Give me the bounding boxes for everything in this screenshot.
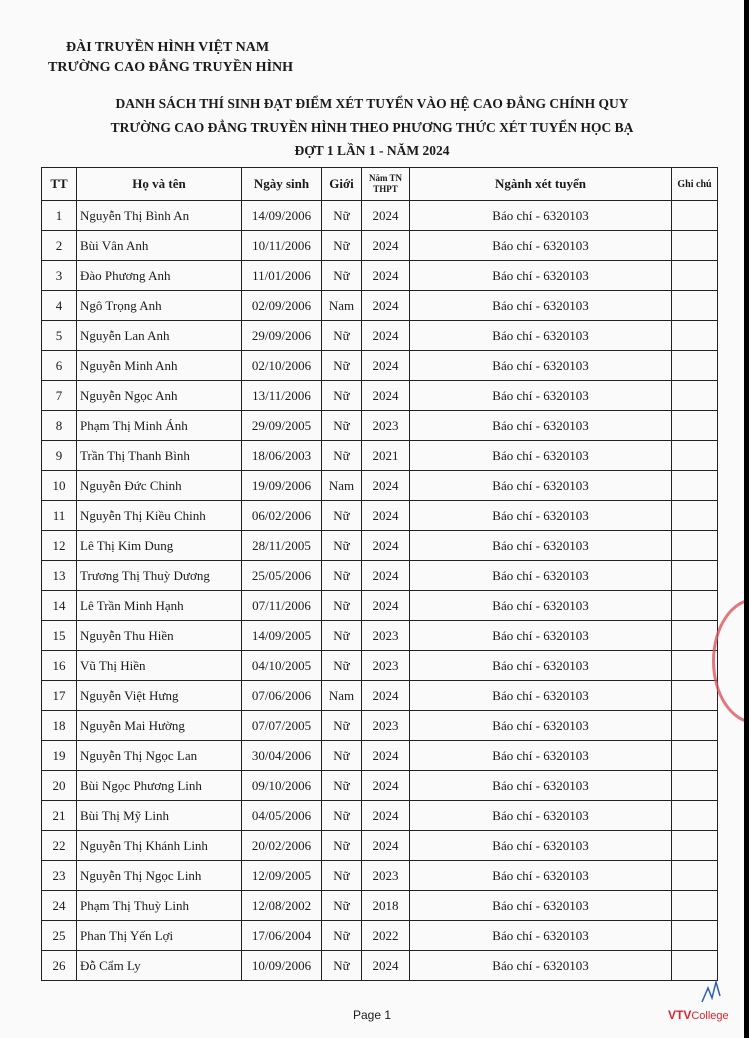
cell-year: 2024 <box>362 951 410 981</box>
cell-note <box>672 381 718 411</box>
cell-name: Ngô Trọng Anh <box>77 291 242 321</box>
cell-major: Báo chí - 6320103 <box>410 291 672 321</box>
table-row <box>42 861 718 891</box>
cell-tt: 18 <box>42 711 77 741</box>
organization-header <box>48 38 293 78</box>
cell-year: 2024 <box>362 321 410 351</box>
cell-note <box>672 291 718 321</box>
cell-tt: 3 <box>42 261 77 291</box>
table-row <box>42 681 718 711</box>
cell-major: Báo chí - 6320103 <box>410 561 672 591</box>
cell-dob: 09/10/2006 <box>242 771 322 801</box>
cell-note <box>672 471 718 501</box>
cell-major: Báo chí - 6320103 <box>410 891 672 921</box>
cell-tt: 17 <box>42 681 77 711</box>
cell-gender: Nữ <box>322 411 362 441</box>
table-row <box>42 891 718 921</box>
cell-name: Lê Trần Minh Hạnh <box>77 591 242 621</box>
cell-note <box>672 831 718 861</box>
table-row <box>42 471 718 501</box>
cell-name: Nguyễn Thị Kiều Chinh <box>77 501 242 531</box>
cell-note <box>672 531 718 561</box>
cell-tt: 5 <box>42 321 77 351</box>
cell-note <box>672 231 718 261</box>
cell-name: Nguyễn Việt Hưng <box>77 681 242 711</box>
cell-tt: 22 <box>42 831 77 861</box>
vtv-logo-mark-icon <box>700 978 722 1008</box>
cell-note <box>672 951 718 981</box>
cell-major: Báo chí - 6320103 <box>410 531 672 561</box>
cell-name: Trương Thị Thuỳ Dương <box>77 561 242 591</box>
logo-suffix: College <box>691 1010 729 1022</box>
title-line-1: DANH SÁCH THÍ SINH ĐẠT ĐIỂM XÉT TUYỂN VÀO HỆ CAO ĐẲNG CHÍNH QUY <box>115 96 629 111</box>
cell-note <box>672 261 718 291</box>
vtv-college-logo <box>668 1008 729 1022</box>
cell-name: Nguyễn Thị Bình An <box>77 201 242 231</box>
cell-name: Trần Thị Thanh Bình <box>77 441 242 471</box>
cell-tt: 23 <box>42 861 77 891</box>
table-row <box>42 411 718 441</box>
table-row <box>42 831 718 861</box>
cell-tt: 14 <box>42 591 77 621</box>
cell-dob: 02/09/2006 <box>242 291 322 321</box>
cell-gender: Nữ <box>322 561 362 591</box>
cell-year: 2024 <box>362 351 410 381</box>
cell-tt: 24 <box>42 891 77 921</box>
cell-tt: 19 <box>42 741 77 771</box>
cell-tt: 1 <box>42 201 77 231</box>
cell-major: Báo chí - 6320103 <box>410 351 672 381</box>
cell-note <box>672 591 718 621</box>
table-row <box>42 771 718 801</box>
table-row <box>42 921 718 951</box>
cell-major: Báo chí - 6320103 <box>410 501 672 531</box>
cell-year: 2024 <box>362 741 410 771</box>
cell-gender: Nữ <box>322 501 362 531</box>
table-row <box>42 321 718 351</box>
cell-gender: Nữ <box>322 711 362 741</box>
cell-dob: 17/06/2004 <box>242 921 322 951</box>
cell-gender: Nữ <box>322 741 362 771</box>
cell-major: Báo chí - 6320103 <box>410 201 672 231</box>
table-row <box>42 381 718 411</box>
cell-year: 2024 <box>362 201 410 231</box>
cell-note <box>672 891 718 921</box>
cell-note <box>672 651 718 681</box>
cell-name: Bùi Vân Anh <box>77 231 242 261</box>
table-row <box>42 651 718 681</box>
cell-name: Nguyễn Thu Hiền <box>77 621 242 651</box>
cell-gender: Nữ <box>322 831 362 861</box>
cell-year: 2024 <box>362 561 410 591</box>
cell-dob: 30/04/2006 <box>242 741 322 771</box>
table-row <box>42 531 718 561</box>
cell-gender: Nữ <box>322 321 362 351</box>
cell-tt: 16 <box>42 651 77 681</box>
table-row <box>42 621 718 651</box>
cell-gender: Nữ <box>322 381 362 411</box>
cell-gender: Nữ <box>322 651 362 681</box>
cell-tt: 6 <box>42 351 77 381</box>
cell-name: Bùi Thị Mỹ Linh <box>77 801 242 831</box>
cell-major: Báo chí - 6320103 <box>410 711 672 741</box>
cell-year: 2024 <box>362 501 410 531</box>
cell-dob: 06/02/2006 <box>242 501 322 531</box>
cell-dob: 13/11/2006 <box>242 381 322 411</box>
cell-major: Báo chí - 6320103 <box>410 651 672 681</box>
table-row <box>42 951 718 981</box>
cell-note <box>672 681 718 711</box>
title-line-2: TRƯỜNG CAO ĐẲNG TRUYỀN HÌNH THEO PHƯƠNG THỨC XÉT TUYỂN HỌC BẠ <box>110 119 634 135</box>
table-row <box>42 561 718 591</box>
cell-name: Nguyễn Thị Khánh Linh <box>77 831 242 861</box>
cell-note <box>672 711 718 741</box>
cell-dob: 29/09/2005 <box>242 411 322 441</box>
cell-year: 2024 <box>362 291 410 321</box>
table-header-row <box>42 168 718 201</box>
cell-note <box>672 411 718 441</box>
cell-tt: 20 <box>42 771 77 801</box>
cell-year: 2024 <box>362 261 410 291</box>
cell-tt: 26 <box>42 951 77 981</box>
cell-note <box>672 321 718 351</box>
col-header-dob: Ngày sinh <box>242 168 322 201</box>
cell-name: Nguyễn Mai Hường <box>77 711 242 741</box>
cell-year: 2024 <box>362 531 410 561</box>
cell-name: Lê Thị Kim Dung <box>77 531 242 561</box>
cell-major: Báo chí - 6320103 <box>410 741 672 771</box>
org-line-2: TRƯỜNG CAO ĐẲNG TRUYỀN HÌNH <box>48 60 294 75</box>
cell-year: 2024 <box>362 771 410 801</box>
cell-dob: 11/01/2006 <box>242 261 322 291</box>
cell-dob: 10/11/2006 <box>242 231 322 261</box>
candidate-table <box>41 167 718 981</box>
cell-gender: Nữ <box>322 921 362 951</box>
cell-major: Báo chí - 6320103 <box>410 861 672 891</box>
cell-year: 2024 <box>362 801 410 831</box>
cell-gender: Nam <box>322 291 362 321</box>
cell-gender: Nữ <box>322 261 362 291</box>
cell-gender: Nữ <box>322 591 362 621</box>
cell-gender: Nữ <box>322 351 362 381</box>
cell-tt: 4 <box>42 291 77 321</box>
cell-major: Báo chí - 6320103 <box>410 951 672 981</box>
cell-major: Báo chí - 6320103 <box>410 921 672 951</box>
cell-major: Báo chí - 6320103 <box>410 321 672 351</box>
cell-name: Đỗ Cẩm Ly <box>77 951 242 981</box>
cell-dob: 04/05/2006 <box>242 801 322 831</box>
cell-name: Phạm Thị Thuỳ Linh <box>77 891 242 921</box>
cell-gender: Nữ <box>322 201 362 231</box>
cell-gender: Nữ <box>322 531 362 561</box>
cell-name: Vũ Thị Hiền <box>77 651 242 681</box>
title-line-3: ĐỢT 1 LẦN 1 - NĂM 2024 <box>294 143 450 158</box>
cell-name: Đào Phương Anh <box>77 261 242 291</box>
cell-year: 2024 <box>362 381 410 411</box>
cell-name: Phạm Thị Minh Ánh <box>77 411 242 441</box>
table-row <box>42 291 718 321</box>
cell-major: Báo chí - 6320103 <box>410 261 672 291</box>
cell-tt: 11 <box>42 501 77 531</box>
cell-major: Báo chí - 6320103 <box>410 231 672 261</box>
cell-year: 2021 <box>362 441 410 471</box>
cell-year: 2018 <box>362 891 410 921</box>
cell-name: Nguyễn Đức Chinh <box>77 471 242 501</box>
cell-gender: Nam <box>322 681 362 711</box>
cell-note <box>672 621 718 651</box>
cell-major: Báo chí - 6320103 <box>410 411 672 441</box>
cell-gender: Nữ <box>322 951 362 981</box>
cell-name: Nguyễn Thị Ngọc Lan <box>77 741 242 771</box>
right-edge-bar <box>744 0 749 1038</box>
cell-tt: 7 <box>42 381 77 411</box>
cell-note <box>672 561 718 591</box>
cell-gender: Nữ <box>322 231 362 261</box>
cell-tt: 21 <box>42 801 77 831</box>
cell-note <box>672 771 718 801</box>
cell-year: 2024 <box>362 471 410 501</box>
cell-dob: 28/11/2005 <box>242 531 322 561</box>
cell-dob: 19/09/2006 <box>242 471 322 501</box>
cell-year: 2024 <box>362 681 410 711</box>
cell-note <box>672 801 718 831</box>
cell-year: 2023 <box>362 711 410 741</box>
table-row <box>42 741 718 771</box>
table-row <box>42 351 718 381</box>
cell-dob: 18/06/2003 <box>242 441 322 471</box>
cell-tt: 13 <box>42 561 77 591</box>
cell-tt: 10 <box>42 471 77 501</box>
cell-dob: 20/02/2006 <box>242 831 322 861</box>
col-header-gender: Giới <box>322 168 362 201</box>
cell-dob: 14/09/2006 <box>242 201 322 231</box>
table-row <box>42 231 718 261</box>
cell-year: 2023 <box>362 651 410 681</box>
document-title <box>0 92 744 163</box>
cell-major: Báo chí - 6320103 <box>410 771 672 801</box>
table-body <box>42 201 718 981</box>
cell-name: Nguyễn Ngọc Anh <box>77 381 242 411</box>
cell-tt: 2 <box>42 231 77 261</box>
org-line-1: ĐÀI TRUYỀN HÌNH VIỆT NAM <box>66 40 270 55</box>
cell-dob: 10/09/2006 <box>242 951 322 981</box>
cell-major: Báo chí - 6320103 <box>410 801 672 831</box>
cell-dob: 25/05/2006 <box>242 561 322 591</box>
cell-dob: 04/10/2005 <box>242 651 322 681</box>
cell-gender: Nữ <box>322 891 362 921</box>
table-row <box>42 261 718 291</box>
cell-major: Báo chí - 6320103 <box>410 591 672 621</box>
cell-year: 2023 <box>362 861 410 891</box>
col-header-note: Ghi chú <box>672 168 718 201</box>
cell-year: 2024 <box>362 591 410 621</box>
col-header-year <box>362 168 410 201</box>
cell-note <box>672 501 718 531</box>
cell-year: 2022 <box>362 921 410 951</box>
cell-dob: 12/09/2005 <box>242 861 322 891</box>
cell-gender: Nữ <box>322 621 362 651</box>
cell-dob: 07/06/2006 <box>242 681 322 711</box>
col-header-year-line2: THPT <box>373 184 398 194</box>
cell-tt: 8 <box>42 411 77 441</box>
cell-dob: 12/08/2002 <box>242 891 322 921</box>
cell-dob: 29/09/2006 <box>242 321 322 351</box>
cell-gender: Nam <box>322 471 362 501</box>
cell-tt: 12 <box>42 531 77 561</box>
cell-year: 2024 <box>362 231 410 261</box>
cell-major: Báo chí - 6320103 <box>410 471 672 501</box>
col-header-name: Họ và tên <box>77 168 242 201</box>
cell-dob: 14/09/2005 <box>242 621 322 651</box>
cell-name: Nguyễn Minh Anh <box>77 351 242 381</box>
table-row <box>42 591 718 621</box>
cell-name: Bùi Ngọc Phương Linh <box>77 771 242 801</box>
cell-name: Phan Thị Yến Lợi <box>77 921 242 951</box>
cell-tt: 15 <box>42 621 77 651</box>
logo-brand: VTV <box>668 1008 692 1022</box>
table-row <box>42 711 718 741</box>
cell-gender: Nữ <box>322 441 362 471</box>
cell-year: 2023 <box>362 411 410 441</box>
col-header-major: Ngành xét tuyển <box>410 168 672 201</box>
cell-gender: Nữ <box>322 771 362 801</box>
cell-note <box>672 351 718 381</box>
cell-major: Báo chí - 6320103 <box>410 441 672 471</box>
cell-note <box>672 741 718 771</box>
cell-year: 2023 <box>362 621 410 651</box>
col-header-year-line1: Năm TN <box>368 173 403 183</box>
cell-gender: Nữ <box>322 861 362 891</box>
cell-name: Nguyễn Lan Anh <box>77 321 242 351</box>
cell-dob: 02/10/2006 <box>242 351 322 381</box>
table-row <box>42 801 718 831</box>
cell-year: 2024 <box>362 831 410 861</box>
cell-note <box>672 201 718 231</box>
col-header-tt: TT <box>42 168 77 201</box>
cell-note <box>672 861 718 891</box>
cell-name: Nguyễn Thị Ngọc Linh <box>77 861 242 891</box>
table-row <box>42 441 718 471</box>
page-number: Page 1 <box>352 1008 392 1022</box>
cell-major: Báo chí - 6320103 <box>410 621 672 651</box>
cell-note <box>672 441 718 471</box>
cell-tt: 9 <box>42 441 77 471</box>
cell-major: Báo chí - 6320103 <box>410 681 672 711</box>
table-row <box>42 201 718 231</box>
cell-dob: 07/11/2006 <box>242 591 322 621</box>
cell-tt: 25 <box>42 921 77 951</box>
cell-major: Báo chí - 6320103 <box>410 381 672 411</box>
cell-gender: Nữ <box>322 801 362 831</box>
cell-dob: 07/07/2005 <box>242 711 322 741</box>
cell-note <box>672 921 718 951</box>
table-row <box>42 501 718 531</box>
cell-major: Báo chí - 6320103 <box>410 831 672 861</box>
